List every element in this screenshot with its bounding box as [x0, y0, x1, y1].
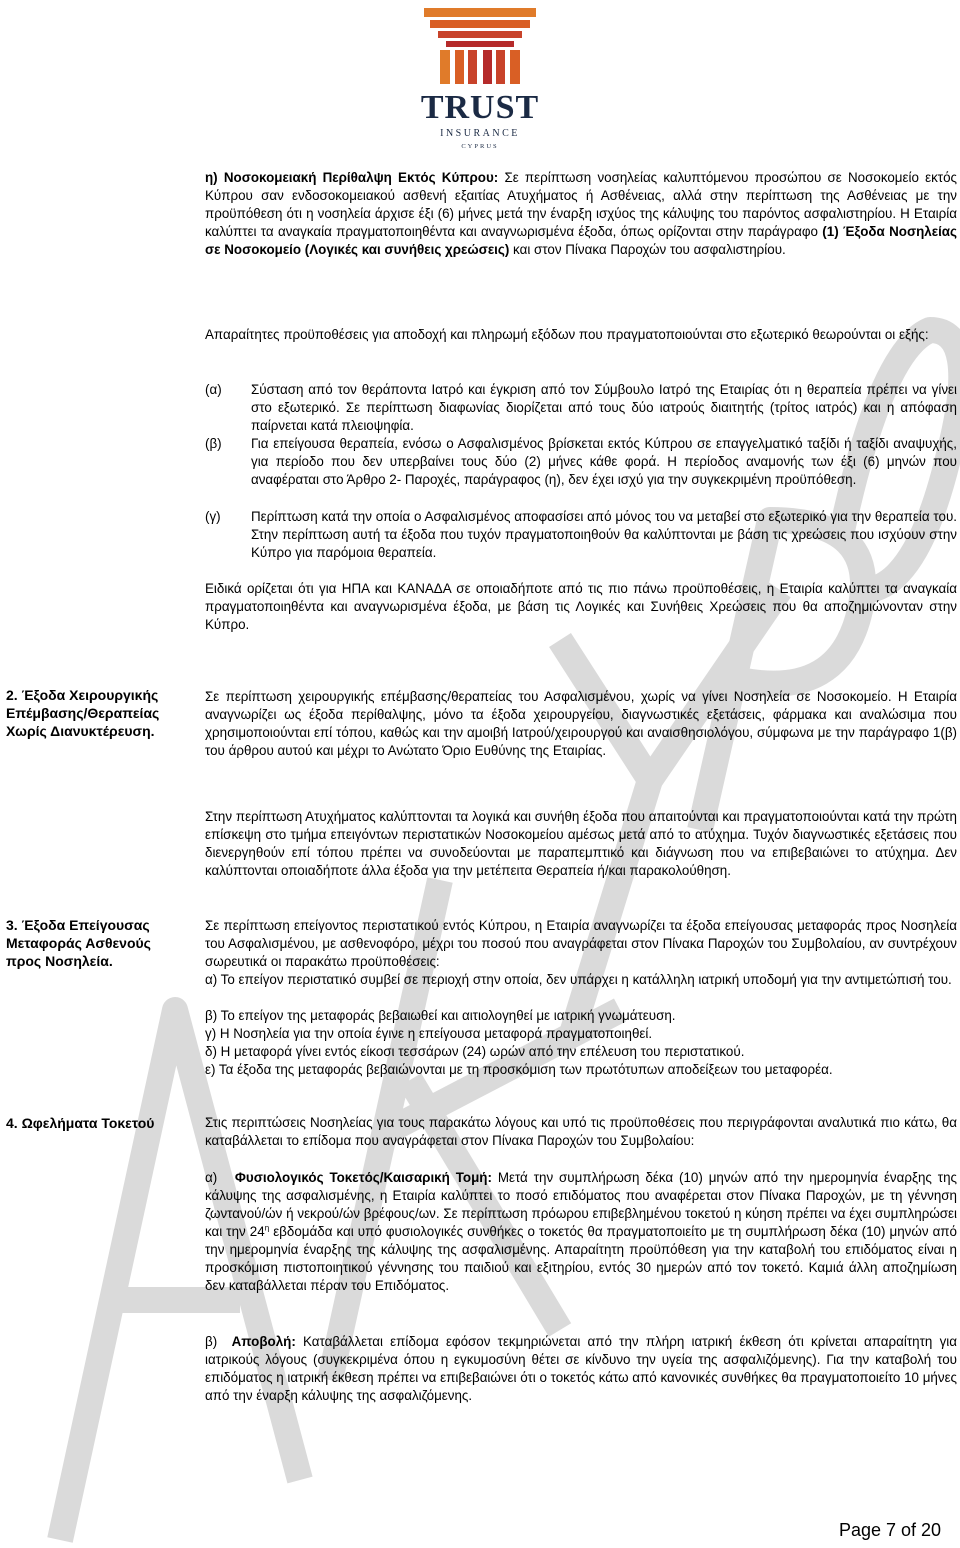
prerequisite-item	[205, 435, 957, 489]
section-h-title: η) Νοσοκομειακή Περίθαλψη Εκτός Κύπρου:	[205, 170, 499, 185]
watermark-letter-p	[700, 520, 863, 830]
logo-subtitle: INSURANCE	[440, 128, 520, 139]
section-h-intro	[205, 169, 957, 259]
section-4-intro: Στις περιπτώσεις Νοσηλείας για τους παρακάτω λόγους και υπό τις προϋποθέσεις που περιγράφονται αναλυτικά πιο κάτω, θα καταβάλλεται το επίδομα που αναγράφεται στον Πίνακα Παροχών του Συμβολαίου:	[205, 1115, 957, 1148]
section-3-condition	[205, 1007, 957, 1025]
section-3-condition	[205, 1043, 957, 1061]
item-a-title: Φυσιολογικός Τοκετός/Καισαρική Τομή:	[234, 1170, 492, 1185]
list-item-text: Περίπτωση κατά την οποία ο Ασφαλισμένος αποφασίσει από μόνος του να μεταβεί στο εξωτερικό για την θεραπεία του. Στην περίπτωση αυτή τα έξοδα που τυχόν πραγματοποιηθούν θα καλύπτονται με βάση τις χρεώσεις που ισχύουν στην Κύπρο για παρόμοια θεραπεία.	[251, 509, 957, 560]
page-total: 20	[921, 1520, 942, 1540]
list-item-text: Για επείγουσα θεραπεία, ενόσω ο Ασφαλισμένος βρίσκεται εκτός Κύπρου σε επαγγελματικό ταξίδι ή ταξίδι αναψυχής, για περίοδο που δεν υπερβαίνει τους δύο (2) μήνες κάθε φορά. Η περίοδος αναμονής των έξι (6) μηνών που αναφέραται στο Άρθρο 2- Παροχές, παράγραφος (η), δεν έχει ισχύ για την συγκεκριμένη προϋπόθεση.	[251, 436, 957, 487]
section-4-item-a	[205, 1169, 957, 1295]
item-b-title: Αποβολή:	[231, 1334, 296, 1349]
trust-insurance-logo	[418, 8, 542, 148]
page-label: Page	[838, 1520, 886, 1540]
prerequisite-item	[205, 508, 957, 562]
list-marker: (γ)	[205, 509, 221, 524]
page-of-label: of	[896, 1520, 922, 1540]
section-2-heading: 2. Έξοδα Χειρουργικής Επέμβασης/Θεραπείας Χωρίς Διανυκτέρευση.	[6, 687, 160, 739]
section-3-condition	[205, 1025, 957, 1043]
section-h-ref: (1) Έξοδα Νοσηλείας σε Νοσοκομείο (Λογικές και συνήθεις χρεώσεις)	[205, 224, 957, 257]
logo-name: TRUST	[420, 89, 540, 126]
logo-emblem-icon	[424, 8, 536, 90]
section-2-accident-paragraph: Στην περίπτωση Ατυχήματος καλύπτονται τα λογικά και συνήθη έξοδα που απαιτούνται και πραγματοποιούνται κατά την πρώτη επίσκεψη στο τμήμα επειγόντων περιστατικών Νοσοκομείου αμέσως μετά από το ατύχημα. Τυχόν διαγνωστικές εξετάσεις που διενεργηθούν επί τόπου πρέπει να συνοδεύονται με παραπεμπτικό και διάγνωση που να επιβεβαιώνει το ατύχημα. Δεν καλύπτονται οποιαδήποτε άλλα έξοδα για την μετέπειτα Θεραπεία ή/και παρακολούθηση.	[205, 809, 957, 878]
section-3-condition	[205, 1061, 957, 1079]
list-marker: (α)	[205, 382, 222, 397]
logo-country: CYPRUS	[461, 143, 499, 150]
prerequisite-item	[205, 381, 957, 435]
list-marker: β)	[205, 1334, 218, 1349]
condition-text: α) Το επείγον περιστατικό συμβεί σε περιοχή στην οποία, δεν υπάρχει η κατάλληλη ιατρική υποδομή για την αντιμετώπισή του.	[205, 972, 952, 987]
section-3-heading: 3. Έξοδα Επείγουσας Μεταφοράς Ασθενούς προς Νοσηλεία.	[6, 917, 151, 969]
item-a-text: Μετά την συμπλήρωση δέκα (10) μηνών από την ημερομηνία έναρξης της κάλυψης της ασφαλισμένης, η Εταιρία καλύπτει το ποσό επιδόματος που αναφέρεται στον Πίνακα Παροχών, με τη γέννηση ζωντανού/ών ή νεκρού/ών βρέφους/ων. Σε περίπτωση πρόωρου επιβεβλημένου τοκετού η κύηση πρέπει να έχει συμπληρώσει και την 24	[205, 1170, 957, 1239]
section-h-intro-text: Σε περίπτωση νοσηλείας καλυπτόμενου προσώπου σε Νοσοκομείο εκτός Κύπρου σαν ενδοσοκομειακού ασθενή εξαιτίας Ατυχήματος ή Ασθένειας, αλλά στην περίπτωση της Ασθένειας με την προϋπόθεση ότι η νοσηλεία άρχισε έξι (6) μήνες μετά την έναρξη ισχύος της κάλυψης του παρόντος ασφαλιστηρίου. Η Εταιρία καλύπτει τα αναγκαία πραγματοποιηθέντα και αναγνωρισμένα έξοδα, όπως ορίζονται στην παράγραφο	[205, 170, 957, 239]
item-a-superscript: η	[264, 1223, 270, 1233]
condition-text: ε) Τα έξοδα της μεταφοράς βεβαιώνονται με τη προσκόμιση των πρωτότυπων αποδείξεων του μεταφορέα.	[205, 1062, 833, 1077]
list-marker: (β)	[205, 436, 222, 451]
section-2-paragraph: Σε περίπτωση χειρουργικής επέμβασης/θεραπείας του Ασφαλισμένου, χωρίς να γίνει Νοσηλεία σε Νοσοκομείο. Η Εταιρία αναγνωρίζει ως έξοδα περίθαλψης, μόνο τα έξοδα χειρουργείου, διαγνωστικές εξετάσεις, φάρμακα και αναλώσιμα που χρησιμοποιούνται επί τόπου, καθώς και την αμοιβή Ιατρού/χειρουργού και αναισθησιολόγου, σύμφωνα με την παράγραφο 1(β) του άρθρου αυτού και μέχρι το Ανώτατο Όριο Ευθύνης της Εταιρίας.	[205, 689, 957, 758]
page-number	[820, 1518, 960, 1542]
condition-text: γ) Η Νοσηλεία για την οποία έγινε η επείγουσα μεταφορά πραγματοποιηθεί.	[205, 1026, 653, 1041]
condition-text: β) Το επείγον της μεταφοράς βεβαιωθεί και αιτιολογηθεί με ιατρική γνωμάτευση.	[205, 1008, 676, 1023]
page-current: 7	[885, 1520, 896, 1540]
section-h-intro-end: και στον Πίνακα Παροχών του ασφαλιστηρίου.	[509, 242, 786, 257]
list-item-text: Σύσταση από τον θεράποντα Ιατρό και έγκριση από τον Σύμβουλο Ιατρό της Εταιρίας ότι η θεραπεία πρέπει να γίνει στο εξωτερικό. Σε περίπτωση διαφωνίας διορίζεται από τους δύο ιατρούς διαιτητής (τρίτος ιατρός) και η απόφαση παίρνεται κατά πλειοψηφία.	[251, 382, 957, 433]
prerequisites-intro: Απαραίτητες προϋποθέσεις για αποδοχή και πληρωμή εξόδων που πραγματοποιούνται στο εξωτερικό θεωρούνται οι εξής:	[205, 327, 929, 342]
item-a-text-cont: εβδομάδα και υπό φυσιολογικές συνθήκες ο τοκετός θα πραγματοποιείτο με τη συμπλήρωση δέκα (10) μηνών από την ημερομηνία έναρξης της κάλυψης της ασφαλισμένης. Απαραίτητη προϋπόθεση για την καταβολή του επιδόματος είναι η προσκόμιση πιστοποιητικού γέννησης του παιδιού και εξιτηρίου, εντός 30 ημερών από τον τοκετό. Καμιά άλλη αποζημίωση δεν καταβάλλεται πέραν του Επιδόματος.	[205, 1224, 957, 1293]
section-4-heading: 4. Ωφελήματα Τοκετού	[6, 1115, 155, 1131]
item-b-text: Καταβάλλεται επίδομα εφόσον τεκμηριώνεται από την πλήρη ιατρική έκθεση ότι κρίνεται απαραίτητη για ιατρικούς λόγους (συγκεκριμένα όπου η εγκυμοσύνη θέτει σε κίνδυνο την υγεία της ασφαλιζόμενης). Για την καταβολή του επιδόματος η ιατρική έκθεση πρέπει να επιβεβαιώνει ότι ο τοκετός κάτω από κανονικές συνθήκες θα πραγματοποιείτο 10 μήνες από την έναρξη κάλυψης της ασφαλιζόμενης.	[205, 1334, 957, 1403]
section-4-item-b	[205, 1333, 957, 1405]
section-3-intro: Σε περίπτωση επείγοντος περιστατικού εντός Κύπρου, η Εταιρία αναγνωρίζει τα έξοδα επείγουσας μεταφοράς προς Νοσηλεία του Ασφαλισμένου, με ασθενοφόρο, μέχρι του ποσού που αναγράφεται στον Πίνακα Παροχών του Συμβολαίου, αν συντρέχουν σωρευτικά οι παρακάτω προϋποθέσεις:	[205, 918, 957, 969]
list-marker: α)	[205, 1170, 218, 1185]
usa-canada-note: Ειδικά ορίζεται ότι για ΗΠΑ και ΚΑΝΑΔΑ σε οποιαδήποτε από τις πιο πάνω προϋποθέσεις, η Εταιρία καλύπτει τα αναγκαία πραγματοποιηθέντα και αναγνωρισμένα έξοδα, με βάση τις Λογικές και Συνήθεις Χρεώσεις που θα αποζημιώνονταν στην Κύπρο.	[205, 581, 957, 632]
condition-text: δ) Η μεταφορά γίνει εντός είκοσι τεσσάρων (24) ωρών από την επέλευση του περιστατικού.	[205, 1044, 745, 1059]
section-3-condition	[205, 971, 957, 989]
